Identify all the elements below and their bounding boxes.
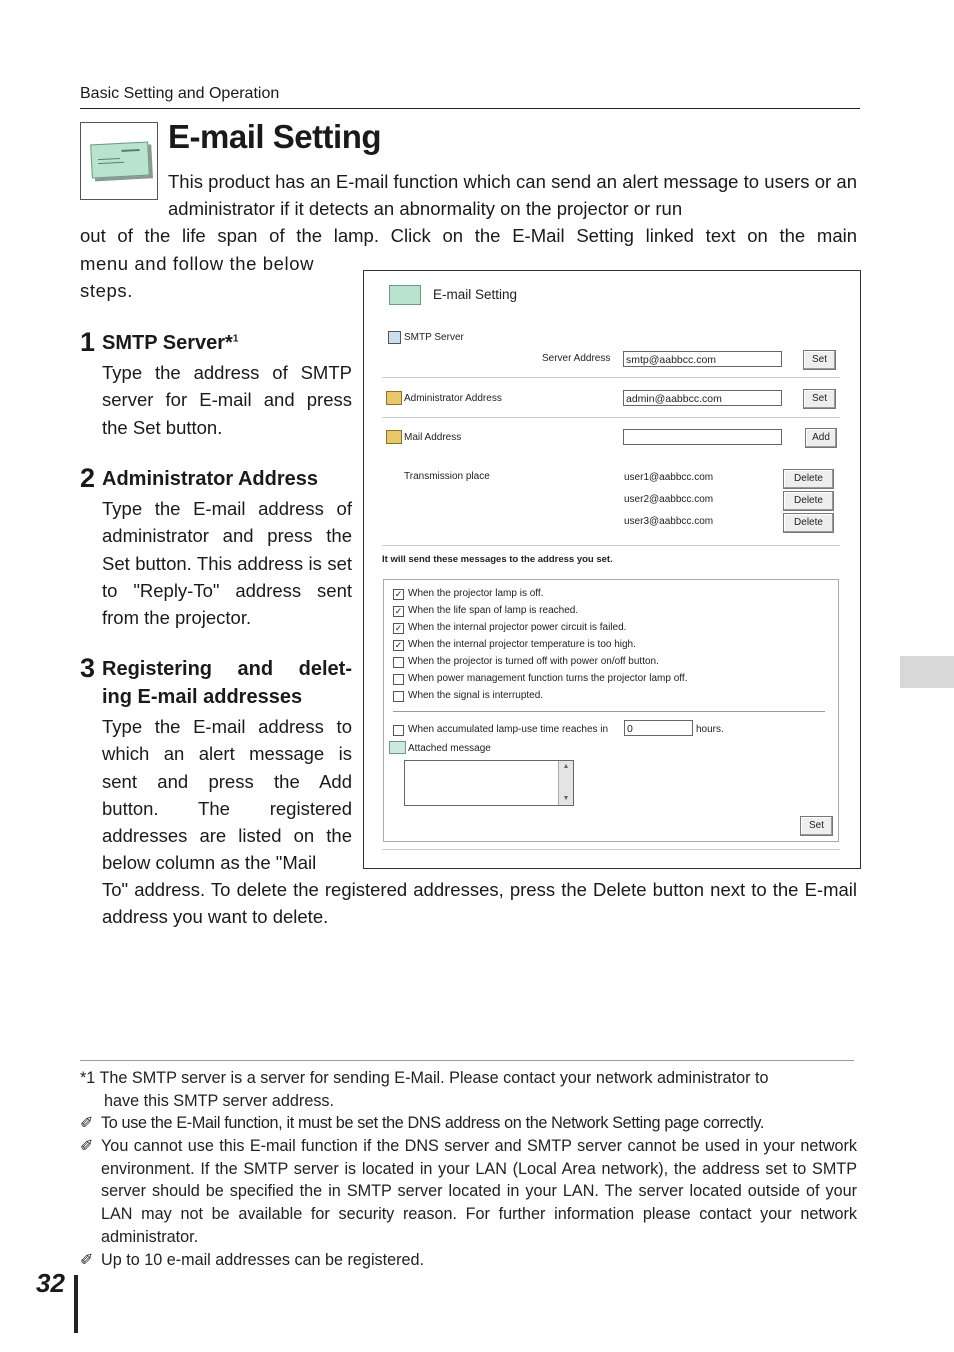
lamp-hours-input[interactable]: 0: [624, 720, 693, 736]
recipient-3: user3@aabbcc.com: [624, 516, 714, 527]
step-number: 2: [80, 463, 96, 493]
admin-icon: [386, 391, 402, 405]
delete-button-2[interactable]: Delete: [783, 491, 834, 511]
step-text: To" address. To delete the registered addresses, press the: [102, 879, 594, 900]
add-button[interactable]: Add: [805, 428, 837, 448]
condition-checkbox[interactable]: ✓: [394, 606, 403, 616]
intro-paragraph-1: This product has an E-mail function which can send an alert message to users or an administrator if it detects an abnormality on the projector or run: [168, 171, 857, 220]
divider: [382, 545, 840, 546]
divider: [382, 417, 840, 418]
delete-button-3[interactable]: Delete: [783, 513, 834, 533]
page-number: 32: [36, 1268, 65, 1298]
divider: [382, 849, 840, 850]
step-text: Type the E-mail address of administrator and press the: [102, 498, 352, 547]
server-address-label: Server Address: [542, 353, 611, 364]
step-text: Type the E-mail address to which an alert message is sent and press the: [102, 716, 352, 792]
delete-button-1[interactable]: Delete: [783, 469, 834, 489]
scrollbar[interactable]: [558, 761, 573, 805]
running-head: Basic Setting and Operation: [80, 85, 280, 102]
step-text: button next to the E-mail address you want to delete.: [102, 879, 857, 928]
set-keyword: Set: [102, 552, 130, 574]
mail-address-label: Mail Address: [404, 432, 462, 443]
step-body: [102, 713, 352, 877]
step-3: [80, 653, 352, 874]
admin-address-input[interactable]: admin@aabbcc.com: [623, 390, 782, 406]
header-rule: [80, 108, 860, 109]
hours-label: hours.: [696, 724, 724, 735]
step-text: Type the address of SMTP server for E-mail and press the: [102, 362, 352, 438]
scroll-down-icon[interactable]: ▼: [562, 795, 570, 802]
email-card-icon: [80, 122, 158, 200]
condition-checkbox[interactable]: [393, 691, 404, 702]
step-heading-cont: ing E-mail addresses: [102, 686, 303, 708]
server-icon: [388, 331, 401, 344]
note-2: You cannot use this E-mail function if the DNS server and SMTP server cannot be used in your network environment. If the SMTP server is located in your LAN (Local Area network), the address set to SMTP server should be specified the in SMTP server located in your LAN. The server located outside of your LAN may not be available for security reason. For further information please contact your network administrator.: [101, 1137, 857, 1246]
step-heading: Administrator Address: [102, 468, 318, 490]
mail-address-input[interactable]: [623, 429, 782, 445]
condition-checkbox[interactable]: [393, 657, 404, 668]
mail-address-icon: [386, 430, 402, 444]
intro-text: out of the life span of the lamp. Click on the: [80, 225, 513, 246]
recipient-2: user2@aabbcc.com: [624, 494, 714, 505]
step-text: button. This address is set to "Reply-To" address sent from the projector.: [102, 552, 352, 629]
step-number: 1: [80, 327, 96, 357]
step-2: [80, 463, 352, 629]
divider: [393, 711, 825, 712]
intro-paragraph-2: [80, 222, 857, 249]
condition-checkbox[interactable]: ✓: [394, 640, 403, 650]
page-number-bar: [74, 1275, 78, 1333]
lamp-hours-checkbox[interactable]: [393, 725, 404, 736]
notice-text: It will send these messages to the address you set.: [382, 554, 613, 565]
step-text: button.: [160, 416, 223, 438]
note-icon: ✐: [80, 1114, 94, 1132]
condition-checkbox[interactable]: ✓: [394, 589, 403, 599]
condition-label: When power management function turns the projector lamp off.: [408, 673, 688, 684]
step-1: [80, 327, 352, 438]
scroll-up-icon[interactable]: ▲: [562, 763, 570, 770]
step-body: [102, 495, 352, 631]
condition-label: When the signal is interrupted.: [408, 690, 544, 701]
email-card-icon: [389, 285, 421, 305]
step-number: 3: [80, 653, 96, 683]
step-body: [102, 359, 352, 441]
chapter-tab: [900, 656, 954, 688]
step-3-continued: [102, 876, 857, 931]
step-heading: Registering and delet-: [102, 658, 352, 680]
note-icon: ✐: [80, 1137, 94, 1155]
email-setting-screenshot: [363, 270, 861, 869]
add-keyword: Add: [319, 770, 352, 792]
condition-label: When the internal projector power circuit is failed.: [408, 622, 627, 633]
condition-checkbox[interactable]: [393, 674, 404, 685]
set-keyword: Set: [132, 416, 161, 438]
delete-keyword: Delete: [593, 879, 647, 900]
email-setting-link-text: E-Mail Setting: [512, 225, 634, 246]
condition-label: When the life span of lamp is reached.: [408, 605, 579, 616]
step-text: button. The registered addresses are listed on the below column as the "Mail: [102, 797, 352, 874]
admin-set-button[interactable]: Set: [803, 389, 836, 409]
condition-label: When the internal projector temperature is too high.: [408, 639, 636, 650]
note-3: Up to 10 e-mail addresses can be registered.: [101, 1251, 425, 1269]
conditions-set-button[interactable]: Set: [800, 816, 833, 836]
page-title: E-mail Setting: [168, 118, 382, 155]
attached-message-label: Attached message: [408, 743, 491, 754]
attached-message-textarea[interactable]: [404, 760, 574, 806]
smtp-label: SMTP Server: [404, 332, 464, 343]
intro-paragraph-3: menu and follow the below steps.: [80, 253, 315, 302]
intro-text: linked text on the main: [633, 225, 858, 246]
footnote-1-cont: have this SMTP server address.: [104, 1092, 335, 1110]
divider: [382, 377, 840, 378]
footnote-rule: [80, 1060, 854, 1061]
condition-label: When the projector lamp is off.: [408, 588, 544, 599]
note-icon: ✐: [80, 1251, 94, 1269]
footnote-marker: 1: [232, 333, 239, 345]
note-1: To use the E-Mail function, it must be set the DNS address on the Network Setting page correctly.: [101, 1114, 765, 1132]
step-heading-text: SMTP Server*: [102, 332, 233, 354]
admin-label: Administrator Address: [404, 393, 502, 404]
step-heading: [102, 332, 238, 355]
transmission-label: Transmission place: [404, 471, 490, 482]
smtp-set-button[interactable]: Set: [803, 350, 836, 370]
footnote-1: *1 The SMTP server is a server for sending E-Mail. Please contact your network administrator to: [80, 1069, 769, 1087]
condition-label: When the projector is turned off with power on/off button.: [408, 656, 659, 667]
condition-checkbox[interactable]: ✓: [394, 623, 403, 633]
lamp-hours-label: When accumulated lamp-use time reaches in: [408, 724, 609, 735]
recipient-1: user1@aabbcc.com: [624, 472, 714, 483]
screenshot-title: E-mail Setting: [433, 287, 518, 302]
message-icon: [389, 741, 406, 754]
server-address-input[interactable]: smtp@aabbcc.com: [623, 351, 782, 367]
